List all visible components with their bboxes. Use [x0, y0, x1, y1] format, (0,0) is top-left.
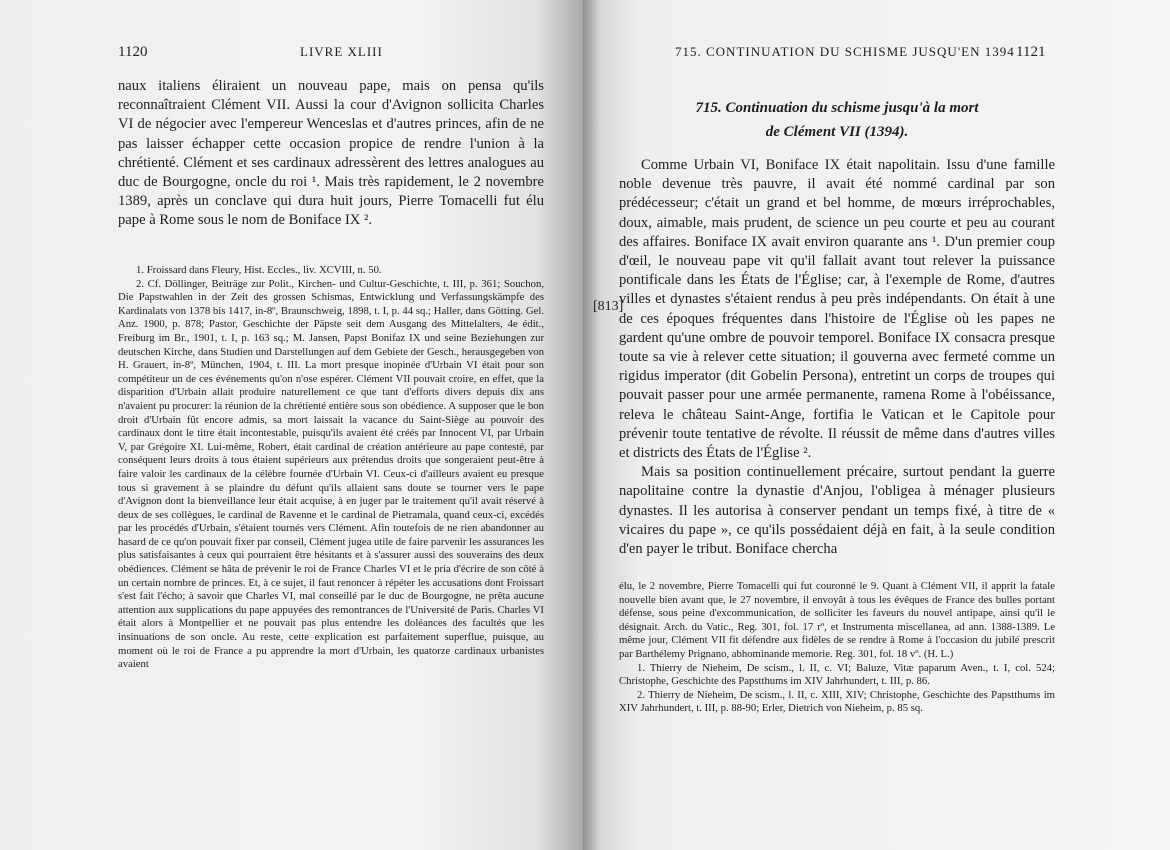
- left-footnote-1: 1. Froissard dans Fleury, Hist. Eccles., liv. XCVIII, n. 50.: [136, 264, 382, 276]
- section-title-line-1: 715. Continuation du schisme jusqu'à la mort: [695, 100, 979, 116]
- right-footnotes: [619, 580, 1055, 716]
- right-footnote-continuation: élu, le 2 novembre, Pierre Tomacelli qui fut couronné le 9. Quant à Clément VII, il apprit la fatale nouvelle bien avant que, le 27 novembre, il envoyât à tous les évêques de France des bulles portant défense, sous peine d'excommunication, de solliciter les faveurs du nouvel antipape, ainsi qu'il le désignait. Arch. du Vatic., Reg. 301, fol. 17 rº, et Instrumenta miscellanea, ad ann. 1388-1389. Le même jour, Clément VII fit défendre aux fidèles de se rendre à Rome à l'occasion du jubilé prescrit par Barthélemy Prignano, abhominande memorie. Reg. 301, fol. 18 vº. (H. L.): [619, 580, 1055, 660]
- right-paragraph-1: Comme Urbain VI, Boniface IX était napolitain. Issu d'une famille noble devenue très pauvre, il avait été nommé cardinal par son prédécesseur; c'était un grand et bel homme, de mœurs irréprochables, doux, aimable, mais prudent, de science un peu courte et peu au courant des affaires. Boniface IX avait environ quarante ans ¹. D'un premier coup d'œil, le nouveau pape vit qu'il fallait avant tout relever la puissance pontificale dans les États de l'Église; car, à l'exemple de Rome, d'autres villes et dynastes s'étaient rendus à peu près indépendants. On était à une de ces époques fréquentes dans l'histoire de l'Église où les papes ne gardent qu'une ombre de pouvoir temporel. Boniface IX consacra presque toute sa vie à relever cette situation; il gouverna avec fermeté comme un rigidus imperator (dit Gobelin Persona), entretint un corps de troupes qui pouvait passer pour une armée permanente, ramena Rome à l'obéissance, releva le château Saint-Ange, fortifia le Vatican et le Capitole pour prévenir toute tentative de révolte. Il réussit de même dans d'autres villes et districts des États de l'Église ².: [619, 157, 1055, 462]
- right-footnote-2: 2. Thierry de Nieheim, De scism., l. II, c. XIII, XIV; Christophe, Geschichte des Papstthums im XIV Jahrhundert, t. III, p. 88-90; Erler, Dietrich von Nieheim, p. 85 sq.: [619, 688, 1055, 715]
- right-footnote-1: 1. Thierry de Nieheim, De scism., l. II, c. VI; Baluze, Vitæ paparum Aven., t. I, col. 524; Christophe, Geschichte des Papstthums im XIV Jahrhundert, t. III, p. 86.: [619, 661, 1055, 688]
- left-body-paragraph: naux italiens éliraient un nouveau pape, mais on pensa qu'ils reconnaîtraient Clément VII. Aussi la cour d'Avignon sollicita Charles VI de négocier avec l'empereur Wenceslas et d'autres princes, afin de ne pas laisser échapper cette occasion propice de rendre l'union à la chrétienté. Clément et ses cardinaux adressèrent des lettres analogues au duc de Bourgogne, oncle du roi ¹. Mais très rapidement, le 2 novembre 1389, après un conclave qui dura huit jours, Pierre Tomacelli fut élu pape à Rome sous le nom de Boniface IX ².: [118, 78, 544, 229]
- left-footnotes: [118, 264, 544, 672]
- section-title-line-2: de Clément VII (1394).: [765, 124, 909, 140]
- left-running-head: LIVRE XLIII: [300, 44, 383, 59]
- right-page: [583, 0, 1170, 850]
- left-body: [118, 77, 544, 231]
- left-page-number: 1120: [118, 44, 148, 60]
- right-page-number: 1121: [1016, 44, 1046, 60]
- right-paragraph-2: Mais sa position continuellement précaire, surtout pendant la guerre napolitaine contre la dynastie d'Anjou, l'obligea à ménager plusieurs dynastes. Il les autorisa à conserver pendant un temps fixé, à titre de « vicaires du pape », ce qu'ils possédaient déjà en fait, à la seule condition d'en payer le tribut. Boniface chercha: [619, 464, 1055, 558]
- left-footnote-2: 2. Cf. Döllinger, Beiträge zur Polit., Kirchen- und Cultur-Geschichte, t. III, p. 361; Souchon, Die Papstwahlen in der Zeit des grossen Schismas, Entwicklung und Verfassungskämpfe des Kardinalats von 1378 bis 1417, in-8º, Braunschweig, 1898, t. I, p. 44 sq.; Haller, dans Götting. Gel. Anz. 1900, p. 878; Pastor, Geschichte der Päpste seit dem Ausgang des Mittelalters, 4e édit., Freiburg im Br., 1901, t. I, p. 163 sq.; M. Jansen, Papst Bonifaz IX und seine Beziehungen zur deutschen Kirche, dans Studien und Darstellungen auf dem Gebiete der Gesch., herausgegeben von H. Grauert, in-8º, München, 1904, t. III. La mort presque inopinée d'Urbain VI était pour son compétiteur un de ces événements qu'on n'ose espérer. Clément VII pouvait croire, en effet, que la disparition d'Urbain allait produire naturellement ce que tant d'efforts divers depuis dix ans n'avaient pu procurer: la réunion de la chrétienté entière sous son obédience. A supposer que le bon droit d'Urbain fût encore admis, sa mort laissait la vacance du Saint-Siège au pouvoir des cardinaux dont le titre était incontestable, puisqu'ils avaient été créés par Innocent VI, par Urbain V, par Grégoire XI. Lui-même, Robert, était cardinal de création antérieure au pape contesté, par conséquent leurs droits à tous étaient supérieurs aux prétendus droits que songeraient peut-être à faire valoir les cardinaux de la célèbre fournée d'Urbain VI. Ceux-ci d'ailleurs avaient eu presque tous si gravement à se plaindre du défunt qu'ils allaient sans doute se tourner vers le pape d'Avignon dont la bienveillance leur était acquise, à en juger par le traitement qu'il avait réservé à deux de ses collègues, le cardinal de Ravenne et le cardinal de Pietramala, quand ceux-ci, excédés par les procédés d'Urbain, s'étaient tournés vers Clément. Afin toutefois de ne rien abandonner au hasard de ce qu'on pouvait fixer par conseil, Clément jugea utile de faire parvenir les assurances les plus satisfaisantes à ceux qui pourraient être hésitants et à s'assurer aussi des souverains des deux obédiences. Clément se hâta de prévenir le roi de France Charles VI et le pria d'écrire de son côté à un certain nombre de princes. Et, à ce sujet, il faut renoncer à répéter les accusations dont Froissart s'est fait l'écho; à savoir que Charles VI, mal conseillé par le duc de Bourgogne, ne prêta aucune attention aux supplications du pape appuyées des remontrances de l'Université de Paris. Charles VI était alors à Montpellier et ne pouvait pas plus entendre les doléances des facultés que les insinuations de son oncle. Au reste, cette explication est parfaitement superflue, puisque, au moment où le roi de France a pu apprendre la mort d'Urbain, les quatorze cardinaux urbanistes avaient: [118, 277, 544, 671]
- section-title: [619, 96, 1055, 144]
- left-page: [0, 0, 583, 850]
- right-body: [619, 156, 1055, 559]
- right-running-head: 715. CONTINUATION DU SCHISME JUSQU'EN 1394: [675, 44, 1015, 59]
- margin-page-marker: [813]: [593, 299, 624, 314]
